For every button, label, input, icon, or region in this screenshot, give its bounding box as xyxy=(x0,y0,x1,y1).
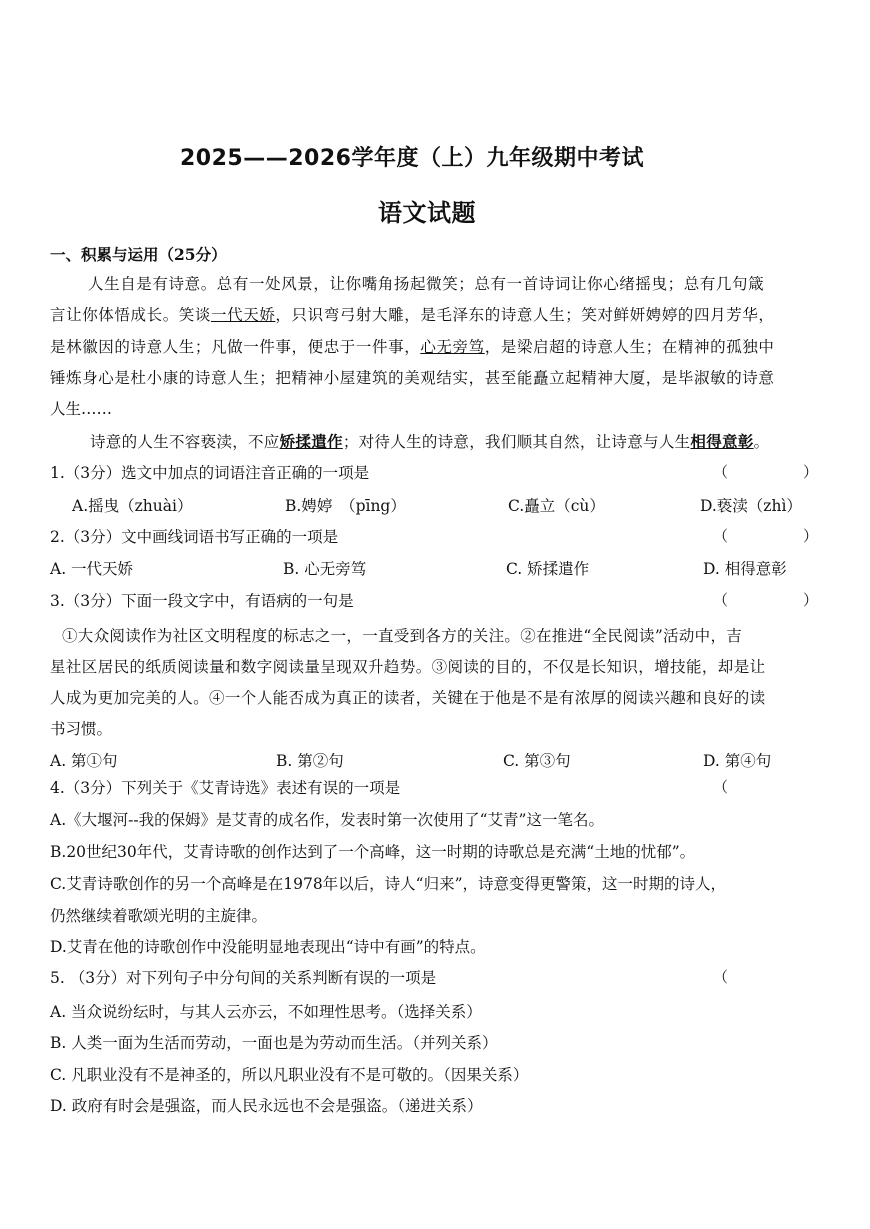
question-2-stem: 2.（3分）文中画线词语书写正确的一项是 xyxy=(50,528,339,546)
passage-text: ，只识弯弓射大雕，是毛泽东的诗意人生；笑对鲜妍娉婷的四月芳华， xyxy=(275,306,775,324)
passage-line-3 xyxy=(50,335,775,357)
passage-text: 。 xyxy=(753,433,770,451)
q3-option-a: A. 第①句 xyxy=(50,752,118,770)
answer-paren: （ xyxy=(713,778,729,796)
q3-option-b: B. 第②句 xyxy=(276,752,344,770)
passage-line-4: 锤炼身心是杜小康的诗意人生；把精神小屋建筑的美观结实，甚至能矗立起精神大厦，是毕淑敏的诗意 xyxy=(50,369,775,387)
q2-option-a: A. 一代天娇 xyxy=(50,560,134,578)
q4-option-d: D.艾青在他的诗歌创作中没能明显地表现出“诗中有画”的特点。 xyxy=(50,938,486,956)
question-3-stem: 3.（3分）下面一段文字中，有语病的一句是 xyxy=(50,592,354,610)
passage-text: 言让你体悟成长。笑谈 xyxy=(50,306,212,324)
passage-text: 是林徽因的诗意人生；凡做一件事，便忠于一件事， xyxy=(50,338,421,356)
q1-option-c: C.矗立（cù） xyxy=(508,497,605,515)
q5-option-d: D. 政府有时会是强盗，而人民永远也不会是强盗。（递进关系） xyxy=(50,1097,483,1115)
passage-text: 诗意的人生不容亵渎，不应 xyxy=(90,433,280,451)
q3-option-c: C. 第③句 xyxy=(503,752,571,770)
q5-option-b: B. 人类一面为生活而劳动，一面也是为劳动而生活。（并列关系） xyxy=(50,1034,498,1052)
q5-option-c: C. 凡职业没有不是神圣的，所以凡职业没有不是可敬的。（因果关系） xyxy=(50,1066,529,1084)
section-heading: 一、积累与运用（25分） xyxy=(50,245,227,264)
answer-paren: （ ） xyxy=(713,463,819,481)
passage-line-5: 人生…… xyxy=(50,400,113,418)
q5-option-a: A. 当众说纷纭时，与其人云亦云，不如理性思考。（选择关系） xyxy=(50,1003,482,1021)
question-1-stem: 1.（3分）选文中加点的词语注音正确的一项是 xyxy=(50,464,370,482)
q2-option-d: D. 相得意彰 xyxy=(703,560,787,578)
question-4-stem: 4.（3分）下列关于《艾青诗选》表述有误的一项是 xyxy=(50,779,401,797)
q4-option-b: B.20世纪30年代，艾青诗歌的创作达到了一个高峰，这一时期的诗歌总是充满“土地的忧郁”。 xyxy=(50,843,696,861)
answer-paren: （ ） xyxy=(713,591,819,609)
underlined-word: 心无旁笃 xyxy=(420,338,485,356)
underlined-word: 相得意彰 xyxy=(690,432,754,451)
passage-text: ，是梁启超的诗意人生；在精神的孤独中 xyxy=(484,338,775,356)
passage-line-2 xyxy=(50,303,775,325)
q4-option-a: A.《大堰河--我的保姆》是艾青的成名作，发表时第一次使用了“艾青”这一笔名。 xyxy=(50,811,604,829)
q3-option-d: D. 第④句 xyxy=(703,752,772,770)
answer-paren: （ ） xyxy=(713,527,819,545)
q1-option-b: B.娉婷 （pīng） xyxy=(285,497,406,515)
q1-option-a: A.摇曳（zhuài） xyxy=(72,497,193,515)
question-5-stem: 5. （3分）对下列句子中分句间的关系判断有误的一项是 xyxy=(50,969,437,987)
passage-line-1: 人生自是有诗意。总有一处风景，让你嘴角扬起微笑；总有一首诗词让你心绪摇曳；总有几句箴 xyxy=(88,275,765,293)
underlined-word: 矫揉遣作 xyxy=(279,432,343,451)
q3-passage-line-2: 星社区居民的纸质阅读量和数字阅读量呈现双升趋势。③阅读的目的，不仅是长知识，增技能，却是让 xyxy=(50,658,766,676)
q2-option-c: C. 矫揉遣作 xyxy=(506,560,590,578)
q3-passage-line-3: 人成为更加完美的人。④一个人能否成为真正的读者，关键在于他是不是有浓厚的阅读兴趣和良好的读 xyxy=(50,689,766,707)
exam-title: 2025——2026学年度（上）九年级期中考试 xyxy=(180,146,644,171)
underlined-word: 一代天娇 xyxy=(211,306,276,324)
q3-passage-line-4: 书习惯。 xyxy=(50,720,113,738)
q4-option-c-line-1: C.艾青诗歌创作的另一个高峰是在1978年以后，诗人“归来”，诗意变得更警策，这一时期的诗人， xyxy=(50,875,727,893)
passage-text: ；对待人生的诗意，我们顺其自然，让诗意与人生 xyxy=(342,433,691,451)
q4-option-c-line-2: 仍然继续着歌颂光明的主旋律。 xyxy=(50,907,268,925)
q2-option-b: B. 心无旁笃 xyxy=(283,560,367,578)
q1-option-d: D.亵渎（zhì） xyxy=(700,497,802,515)
passage-line-6 xyxy=(90,430,769,452)
answer-paren: （ xyxy=(713,968,729,986)
exam-subtitle: 语文试题 xyxy=(378,199,476,227)
q3-passage-line-1: ①大众阅读作为社区文明程度的标志之一，一直受到各方的关注。②在推进“全民阅读”活动中，吉 xyxy=(62,627,743,645)
